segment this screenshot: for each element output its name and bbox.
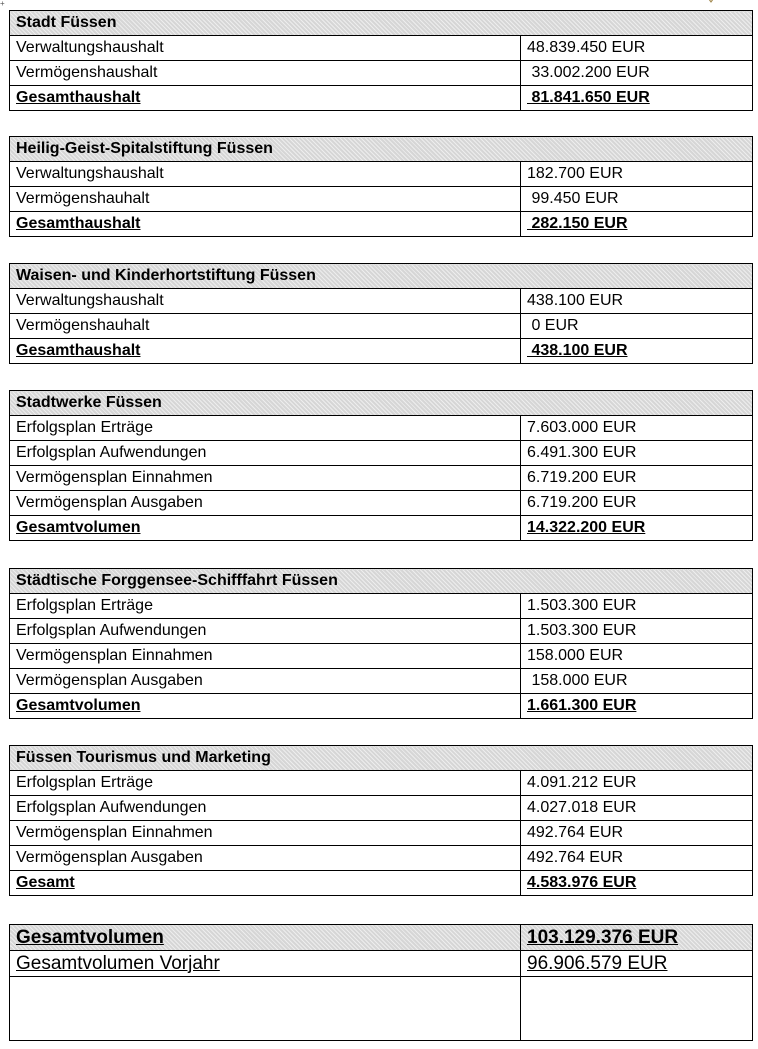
summary-table <box>9 924 753 1041</box>
row-value: 182.700 EUR <box>521 162 753 187</box>
total-value: 4.583.976 EUR <box>521 871 753 896</box>
row-label: Vermögensplan Ausgaben <box>10 846 521 871</box>
row-label: Vermögensplan Einnahmen <box>10 821 521 846</box>
row-label: Verwaltungshaushalt <box>10 289 521 314</box>
total-value: 282.150 EUR <box>521 212 753 237</box>
total-label: Gesamtvolumen <box>10 516 521 541</box>
row-value: 6.719.200 EUR <box>521 491 753 516</box>
previous-year-label: Gesamtvolumen Vorjahr <box>10 951 521 977</box>
budget-table-forggensee-schifffahrt <box>9 568 753 719</box>
row-label: Erfolgsplan Erträge <box>10 771 521 796</box>
section-title: Stadtwerke Füssen <box>10 391 753 416</box>
row-value: 1.503.300 EUR <box>521 619 753 644</box>
row-label: Vermögensplan Einnahmen <box>10 644 521 669</box>
row-label: Erfolgsplan Erträge <box>10 594 521 619</box>
row-label: Erfolgsplan Erträge <box>10 416 521 441</box>
total-label: Gesamthaushalt <box>10 339 521 364</box>
total-label: Gesamthaushalt <box>10 86 521 111</box>
section-title: Stadt Füssen <box>10 11 753 36</box>
grand-total-label: Gesamtvolumen <box>10 925 521 951</box>
corner-marker: + <box>0 0 5 8</box>
row-label: Erfolgsplan Aufwendungen <box>10 619 521 644</box>
row-value: 4.027.018 EUR <box>521 796 753 821</box>
total-label: Gesamtvolumen <box>10 694 521 719</box>
empty-cell <box>521 977 753 1041</box>
total-label: Gesamthaushalt <box>10 212 521 237</box>
row-value: 158.000 EUR <box>521 669 753 694</box>
section-title: Städtische Forggensee-Schifffahrt Füssen <box>10 569 753 594</box>
row-value: 99.450 EUR <box>521 187 753 212</box>
row-value: 33.002.200 EUR <box>521 61 753 86</box>
row-label: Vermögenshauhalt <box>10 187 521 212</box>
budget-table-stadt-fuessen <box>9 10 753 111</box>
row-value: 0 EUR <box>521 314 753 339</box>
row-value: 4.091.212 EUR <box>521 771 753 796</box>
row-label: Verwaltungshaushalt <box>10 162 521 187</box>
row-value: 6.719.200 EUR <box>521 466 753 491</box>
budget-table-kinderhortstiftung <box>9 263 753 364</box>
section-title: Waisen- und Kinderhortstiftung Füssen <box>10 264 753 289</box>
row-label: Vermögenshauhalt <box>10 314 521 339</box>
previous-year-value: 96.906.579 EUR <box>521 951 753 977</box>
row-value: 48.839.450 EUR <box>521 36 753 61</box>
grand-total-value: 103.129.376 EUR <box>521 925 753 951</box>
row-label: Erfolgsplan Aufwendungen <box>10 441 521 466</box>
row-value: 6.491.300 EUR <box>521 441 753 466</box>
section-title: Füssen Tourismus und Marketing <box>10 746 753 771</box>
section-title: Heilig-Geist-Spitalstiftung Füssen <box>10 137 753 162</box>
row-value: 492.764 EUR <box>521 821 753 846</box>
row-value: 1.503.300 EUR <box>521 594 753 619</box>
row-label: Verwaltungshaushalt <box>10 36 521 61</box>
budget-table-spitalstiftung <box>9 136 753 237</box>
budget-table-tourismus-marketing <box>9 745 753 896</box>
row-label: Vermögenshaushalt <box>10 61 521 86</box>
total-value: 438.100 EUR <box>521 339 753 364</box>
row-value: 158.000 EUR <box>521 644 753 669</box>
row-value: 492.764 EUR <box>521 846 753 871</box>
total-value: 14.322.200 EUR <box>521 516 753 541</box>
total-label: Gesamt <box>10 871 521 896</box>
row-value: 7.603.000 EUR <box>521 416 753 441</box>
total-value: 1.661.300 EUR <box>521 694 753 719</box>
row-label: Vermögensplan Ausgaben <box>10 491 521 516</box>
row-label: Erfolgsplan Aufwendungen <box>10 796 521 821</box>
empty-cell <box>10 977 521 1041</box>
crest-logo-fragment-icon <box>704 0 718 4</box>
row-value: 438.100 EUR <box>521 289 753 314</box>
row-label: Vermögensplan Ausgaben <box>10 669 521 694</box>
total-value: 81.841.650 EUR <box>521 86 753 111</box>
row-label: Vermögensplan Einnahmen <box>10 466 521 491</box>
budget-table-stadtwerke <box>9 390 753 541</box>
